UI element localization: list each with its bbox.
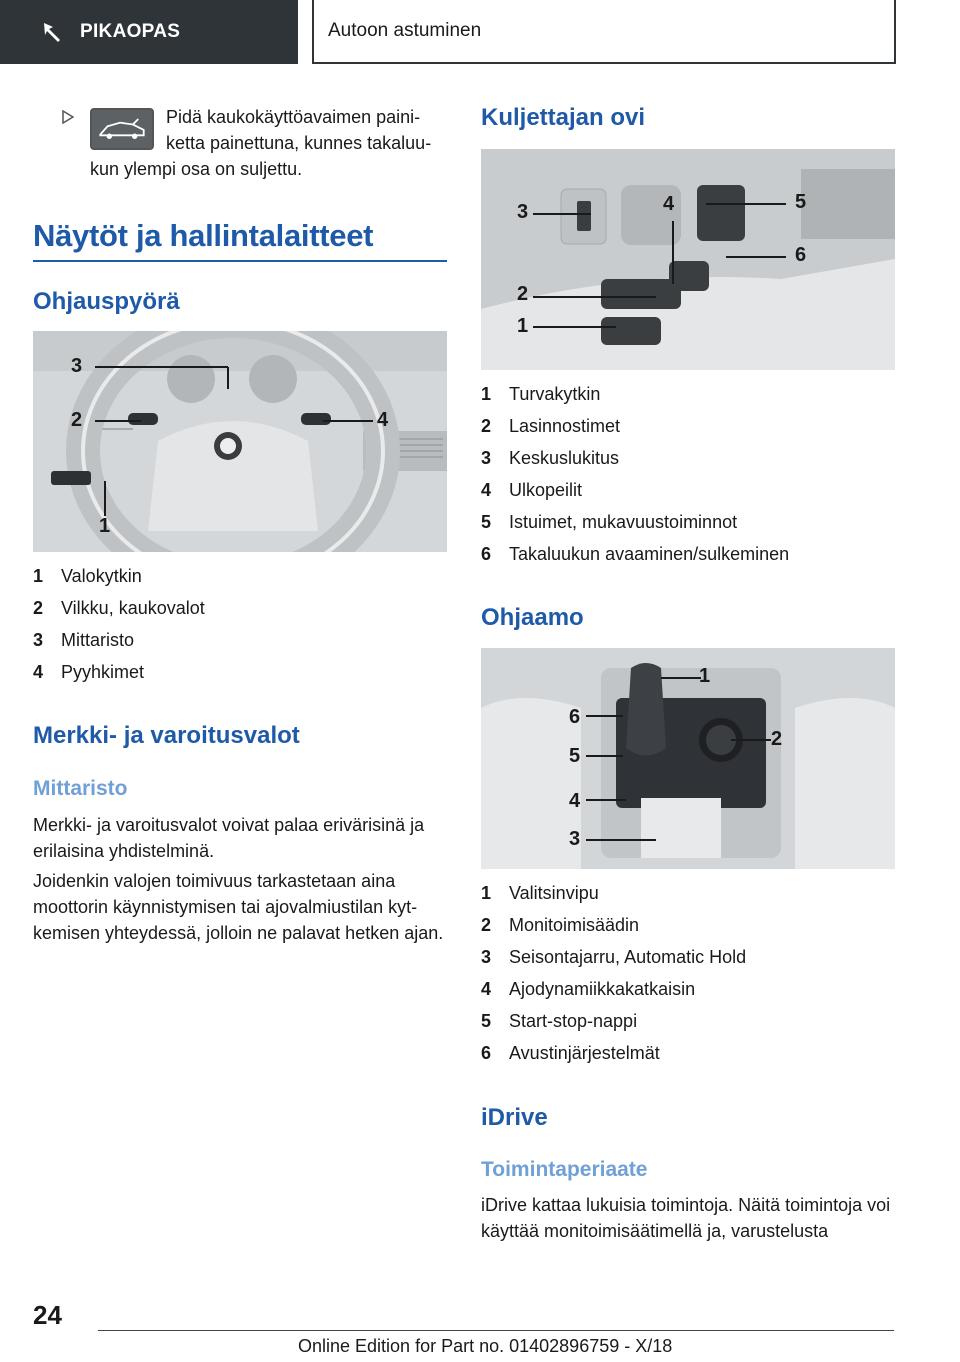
door-heading: Kuljettajan ovi (481, 104, 646, 131)
legend-item: 6 Takaluukun avaaminen/sulkeminen (481, 544, 790, 564)
steering-callout-3: 3 (71, 355, 83, 377)
warning-heading: Merkki- ja varoitusvalot (33, 722, 300, 749)
steering-callout-4: 4 (377, 409, 389, 431)
footer-rule (98, 1330, 894, 1331)
warning-paragraph-1: Merkki- ja varoitusvalot voivat palaa erivärisinä ja erilaisina yhdistelminä. (33, 815, 425, 861)
legend-item: 3 Mittaristo (33, 630, 135, 650)
warning-paragraph-2: Joidenkin valojen toimivuus tarkastetaan aina moottorin käynnistymisen tai ajovalmiustilan kyt-kemisen yhteydessä, jolloin ne palavat hetken ajan. (33, 871, 444, 943)
legend-item: 2 Lasinnostimet (481, 416, 621, 436)
legend-item: 3 Seisontajarru, Automatic Hold (481, 947, 747, 967)
cockpit-callout-2: 2 (771, 728, 783, 750)
cockpit-legend (481, 877, 895, 1069)
steering-callout-1: 1 (99, 515, 111, 537)
door-callout-1: 1 (517, 315, 529, 337)
cockpit-callout-4: 4 (569, 790, 581, 812)
cockpit-console-photo (481, 648, 895, 869)
legend-item: 5 Start-stop-nappi (481, 1011, 638, 1031)
steering-callout-2: 2 (71, 409, 83, 431)
cockpit-callout-3: 3 (569, 828, 581, 850)
cockpit-callout-6: 6 (569, 706, 581, 728)
legend-item: 4 Pyyhkimet (33, 662, 145, 682)
legend-item: 1 Valitsinvipu (481, 883, 599, 903)
door-callout-5: 5 (795, 191, 807, 213)
door-legend (481, 378, 895, 570)
cockpit-callout-5: 5 (569, 745, 581, 767)
chapter-title: Autoon astuminen (312, 0, 896, 64)
legend-item: 2 Monitoimisäädin (481, 915, 640, 935)
legend-item: 3 Keskuslukitus (481, 448, 620, 468)
warning-subheading: Mittaristo (33, 777, 128, 800)
legend-item: 4 Ulkopeilit (481, 480, 583, 500)
idrive-heading: iDrive (481, 1104, 548, 1131)
steering-heading: Ohjauspyörä (33, 288, 180, 315)
steering-legend (33, 560, 447, 688)
step-triangle-icon (62, 110, 74, 124)
driver-door-photo (481, 149, 895, 370)
tailgate-button-icon (90, 108, 154, 150)
legend-item: 5 Istuimet, mukavuustoiminnot (481, 512, 738, 532)
idrive-paragraph: iDrive kattaa lukuisia toimintoja. Näitä toimintoja voi käyttää monitoimisäätimellä ja, varustelusta (481, 1195, 891, 1241)
section-title-rule (33, 260, 447, 262)
section-tab-label: PIKAOPAS (80, 21, 181, 42)
quick-guide-icon (40, 19, 66, 45)
legend-item: 1 Turvakytkin (481, 384, 601, 404)
steering-wheel-photo (33, 331, 447, 552)
door-callout-3: 3 (517, 201, 529, 223)
legend-item: 4 Ajodynamiikkakatkaisin (481, 979, 696, 999)
legend-item: 1 Valokytkin (33, 566, 142, 586)
legend-item: 6 Avustinjärjestelmät (481, 1043, 660, 1063)
cockpit-heading: Ohjaamo (481, 604, 584, 631)
legend-item: 2 Vilkku, kaukovalot (33, 598, 205, 618)
door-callout-4: 4 (663, 193, 675, 215)
idrive-subheading: Toimintaperiaate (481, 1158, 648, 1181)
door-callout-2: 2 (517, 283, 529, 305)
step-text-line2: kun ylempi osa on suljettu. (90, 159, 303, 179)
footer-edition: Online Edition for Part no. 01402896759 - X/18 (298, 1336, 673, 1356)
door-callout-6: 6 (795, 244, 807, 266)
cockpit-callout-1: 1 (699, 665, 711, 687)
page-number: 24 (33, 1300, 62, 1330)
step-text-line1: Pidä kaukokäyttöavaimen paini-ketta painettuna, kunnes takaluu- (166, 107, 432, 153)
section-tab[interactable] (0, 0, 298, 64)
section-title: Näytöt ja hallintalaitteet (33, 218, 374, 253)
